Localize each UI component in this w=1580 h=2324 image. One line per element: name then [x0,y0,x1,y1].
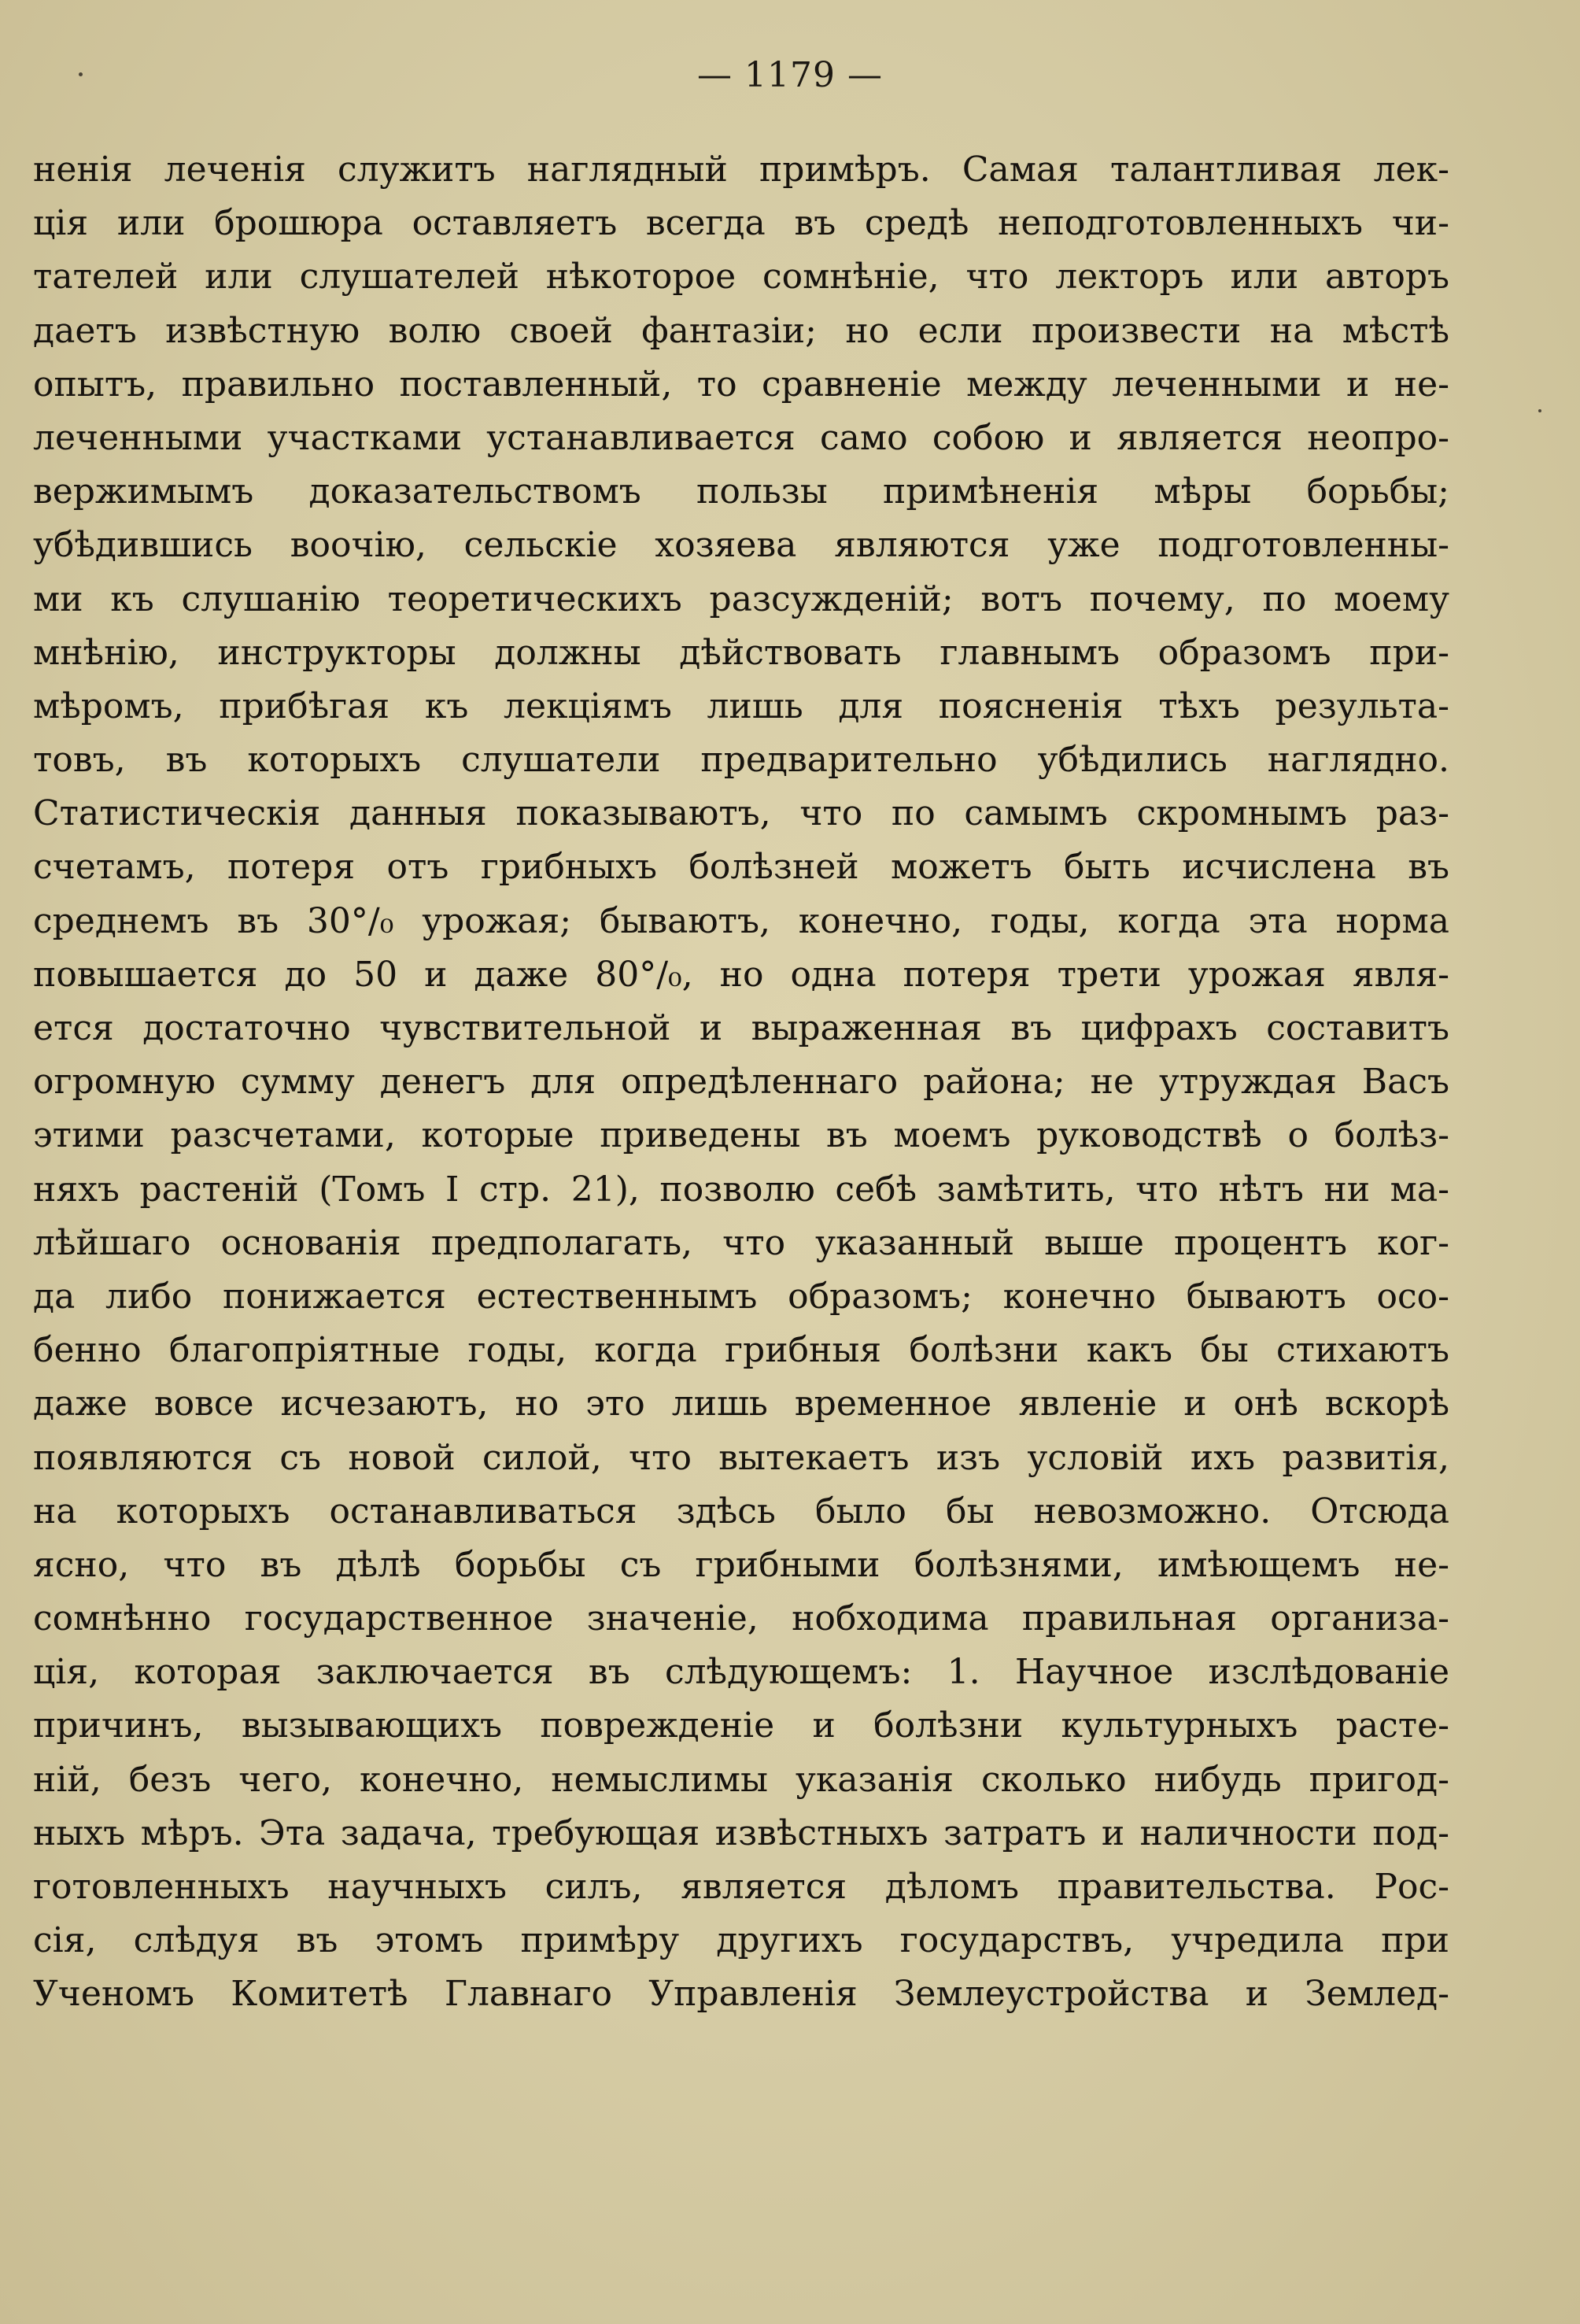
text-line: леченными участками устанавливается само собою и является неопро- [33,417,1449,458]
text-line: товъ, въ которыхъ слушатели предварительно убѣдились наглядно. [33,740,1449,781]
text-line: повышается до 50 и даже 80°/₀, но одна потеря трети урожая явля- [33,954,1449,995]
text-line: няхъ растеній (Томъ I стр. 21), позволю себѣ замѣтить, что нѣтъ ни ма- [33,1169,1449,1210]
text-line: бенно благопріятные годы, когда грибныя болѣзни какъ бы стихаютъ [33,1330,1449,1371]
text-line: да либо понижается естественнымъ образомъ; конечно бываютъ осо- [33,1276,1449,1317]
paper-speck [1538,409,1541,412]
body-text [33,143,1449,2022]
page-number: — 1179 — [697,55,883,95]
text-line: ній, безъ чего, конечно, немыслимы указанія сколько нибудь пригод- [33,1759,1449,1800]
text-line: ція, которая заключается въ слѣдующемъ: 1. Научное изслѣдованіе [33,1652,1449,1693]
text-line: опытъ, правильно поставленный, то сравненіе между леченными и не- [33,364,1449,405]
text-line: на которыхъ останавливаться здѣсь было бы невозможно. Отсюда [33,1491,1449,1531]
text-line: огромную сумму денегъ для опредѣленнаго района; не утруждая Васъ [33,1062,1449,1103]
text-line: появляются съ новой силой, что вытекаетъ изъ условій ихъ развитія, [33,1437,1449,1478]
text-line: сія, слѣдуя въ этомъ примѣру другихъ государствъ, учредила при [33,1920,1449,1961]
text-line: Статистическія данныя показываютъ, что по самымъ скромнымъ раз- [33,793,1449,834]
text-line: причинъ, вызывающихъ поврежденіе и болѣзни культурныхъ расте- [33,1705,1449,1746]
text-line: среднемъ въ 30°/₀ урожая; бываютъ, конечно, годы, когда эта норма [33,900,1449,941]
text-line: ется достаточно чувствительной и выраженная въ цифрахъ составитъ [33,1008,1449,1048]
text-line: ція или брошюра оставляетъ всегда въ средѣ неподготовленныхъ чи- [33,203,1449,244]
text-line: тателей или слушателей нѣкоторое сомнѣніе, что лекторъ или авторъ [33,257,1449,297]
text-line: даже вовсе исчезаютъ, но это лишь временное явленіе и онѣ вскорѣ [33,1384,1449,1424]
text-line: сомнѣнно государственное значеніе, нобходима правильная организа- [33,1598,1449,1639]
text-line: ненія леченія служитъ наглядный примѣръ. Самая талантливая лек- [33,150,1449,190]
text-line: готовленныхъ научныхъ силъ, является дѣломъ правительства. Рос- [33,1867,1449,1907]
text-line: мнѣнію, инструкторы должны дѣйствовать главнымъ образомъ при- [33,632,1449,673]
text-line: ясно, что въ дѣлѣ борьбы съ грибными болѣзнями, имѣющемъ не- [33,1544,1449,1585]
text-line: Ученомъ Комитетѣ Главнаго Управленія Землеустройства и Землед- [33,1974,1449,2015]
text-line: этими разсчетами, которые приведены въ моемъ руководствѣ о болѣз- [33,1115,1449,1156]
text-line: ми къ слушанію теоретическихъ разсужденій; вотъ почему, по моему [33,578,1449,619]
text-line: ныхъ мѣръ. Эта задача, требующая извѣстныхъ затратъ и наличности под- [33,1812,1449,1853]
text-line: даетъ извѣстную волю своей фантазіи; но если произвести на мѣстѣ [33,310,1449,351]
text-line: счетамъ, потеря отъ грибныхъ болѣзней можетъ быть исчислена въ [33,847,1449,888]
text-line: вержимымъ доказательствомъ пользы примѣненія мѣры борьбы; [33,471,1449,512]
text-line: мѣромъ, прибѣгая къ лекціямъ лишь для поясненія тѣхъ результа- [33,685,1449,726]
text-line: убѣдившись воочію, сельскіе хозяева являются уже подготовленны- [33,525,1449,566]
text-line: лѣйшаго основанія предполагать, что указанный выше процентъ ког- [33,1222,1449,1263]
